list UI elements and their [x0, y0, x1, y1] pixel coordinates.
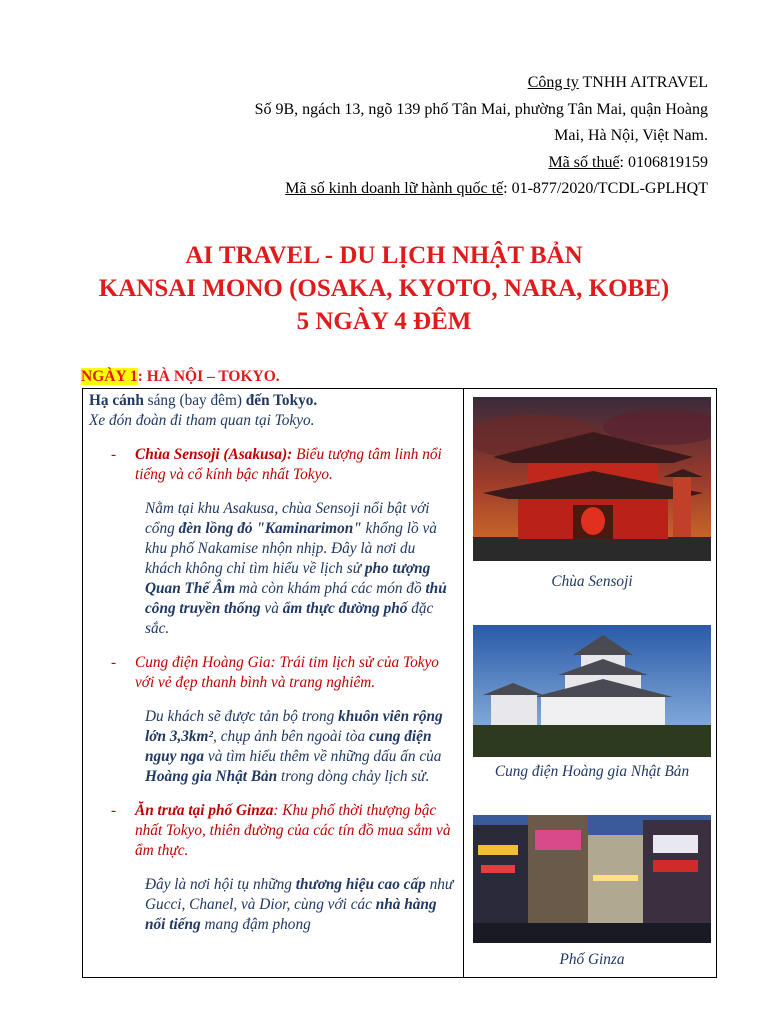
text-run: đặc sắc.	[145, 600, 434, 637]
table-divider	[463, 389, 464, 977]
company-address-1: Số 9B, ngách 13, ngõ 139 phố Tân Mai, phường Tân Mai, quận Hoàng	[254, 100, 708, 118]
sensoji-paragraph	[89, 499, 455, 639]
palace-subtitle: Trái tim lịch sử của Tokyo với vẻ đẹp thanh bình và trang nghiêm.	[135, 654, 439, 691]
palace-caption: Cung điện Hoàng gia Nhật Bản	[494, 763, 690, 780]
text-run-bold: cung điện nguy nga	[145, 728, 432, 765]
ginza-subtitle: : Khu phố thời thượng bậc nhất Tokyo, thiên đường của các tín đồ mua sắm và ẩm thực.	[135, 802, 451, 859]
company-label: Công ty	[527, 74, 579, 91]
arrival-text: sáng (bay đêm)	[143, 392, 246, 409]
sensoji-subtitle: Biểu tượng tâm linh nổi tiếng và cổ kính bậc nhất Tokyo.	[135, 446, 442, 483]
text-run-bold: đèn lồng đỏ "Kaminarimon"	[178, 520, 362, 537]
itinerary-text	[89, 391, 455, 935]
text-run: như Gucci, Chanel, và Dior, cùng với các	[145, 876, 454, 913]
text-run: mà còn khám phá các món đồ	[235, 580, 426, 597]
arrival-line	[89, 391, 455, 411]
company-info	[148, 70, 708, 203]
text-run-bold: thủ công truyền thống	[145, 580, 447, 617]
ginza-caption: Phố Ginza	[559, 951, 625, 968]
text-run: trong dòng chảy lịch sử.	[277, 768, 430, 785]
text-run-bold: pho tượng Quan Thế Âm	[145, 560, 431, 597]
title-line-1: AI TRAVEL - DU LỊCH NHẬT BẢN	[185, 242, 583, 269]
text-run: Đây là nơi hội tụ những	[145, 876, 296, 893]
text-run-bold: Hoàng gia Nhật Bản	[145, 768, 278, 785]
bullet-dash: -	[111, 446, 117, 463]
arrival-bold: Hạ cánh	[89, 392, 144, 409]
sensoji-bullet	[89, 445, 455, 485]
document-title	[0, 240, 768, 339]
sensoji-caption: Chùa Sensoji	[551, 573, 633, 590]
company-name-line	[148, 70, 708, 97]
text-run: và	[260, 600, 283, 617]
palace-bullet	[89, 653, 455, 693]
palace-paragraph	[89, 707, 455, 787]
imperial-palace-photo	[473, 625, 711, 757]
company-name: TNHH AITRAVEL	[578, 74, 708, 91]
text-run: , chụp ảnh bên ngoài tòa	[213, 728, 369, 745]
ginza-street-photo	[473, 815, 711, 943]
bullet-dash: -	[111, 654, 117, 671]
sensoji-title: Chùa Sensoji (Asakusa):	[135, 446, 293, 463]
text-run: khổng lồ và khu phố Nakamise nhộn nhịp. Đây là nơi du khách không chỉ tìm hiểu về lịch sử	[145, 520, 437, 577]
company-address-2: Mai, Hà Nội, Việt Nam.	[554, 127, 708, 144]
text-run: và tìm hiểu thêm về những dấu ấn của	[204, 748, 442, 765]
ginza-bullet	[89, 801, 455, 861]
text-run-bold: nhà hàng nổi tiếng	[145, 896, 437, 933]
arrival-dest: đến Tokyo.	[245, 392, 318, 409]
tax-value: : 0106819159	[619, 153, 708, 171]
pickup-line: Xe đón đoàn đi tham quan tại Tokyo.	[89, 412, 315, 429]
license-line	[148, 176, 708, 203]
tax-code-line	[148, 150, 708, 177]
ginza-title: Ăn trưa tại phố Ginza	[135, 802, 274, 819]
text-run-bold: thương hiệu cao cấp	[295, 876, 426, 893]
palace-title: Cung điện Hoàng Gia:	[135, 654, 276, 671]
license-value: : 01-877/2020/TCDL-GPLHQT	[503, 180, 708, 197]
title-line-2: KANSAI MONO (OSAKA, KYOTO, NARA, KOBE)	[98, 275, 670, 302]
license-label: Mã số kinh doanh lữ hành quốc tế	[285, 180, 504, 197]
title-line-3: 5 NGÀY 4 ĐÊM	[296, 308, 472, 335]
day-route: : HÀ NỘI – TOKYO.	[137, 368, 280, 385]
text-run-bold: ẩm thực đường phố	[282, 600, 408, 617]
bullet-dash: -	[111, 802, 117, 819]
sensoji-temple-photo	[473, 397, 711, 561]
text-run-bold: khuôn viên rộng lớn 3,3km²	[145, 708, 443, 745]
ginza-paragraph	[89, 875, 455, 935]
text-run: Nằm tại khu Asakusa, chùa Sensoji nổi bật với cổng	[145, 500, 430, 537]
itinerary-table	[82, 388, 717, 978]
tax-label: Mã số thuế	[548, 153, 620, 171]
day-heading	[81, 368, 280, 386]
day-label: NGÀY 1	[81, 368, 138, 385]
text-run: Du khách sẽ được tản bộ trong	[145, 708, 339, 725]
text-run: mang đậm phong	[200, 916, 311, 933]
